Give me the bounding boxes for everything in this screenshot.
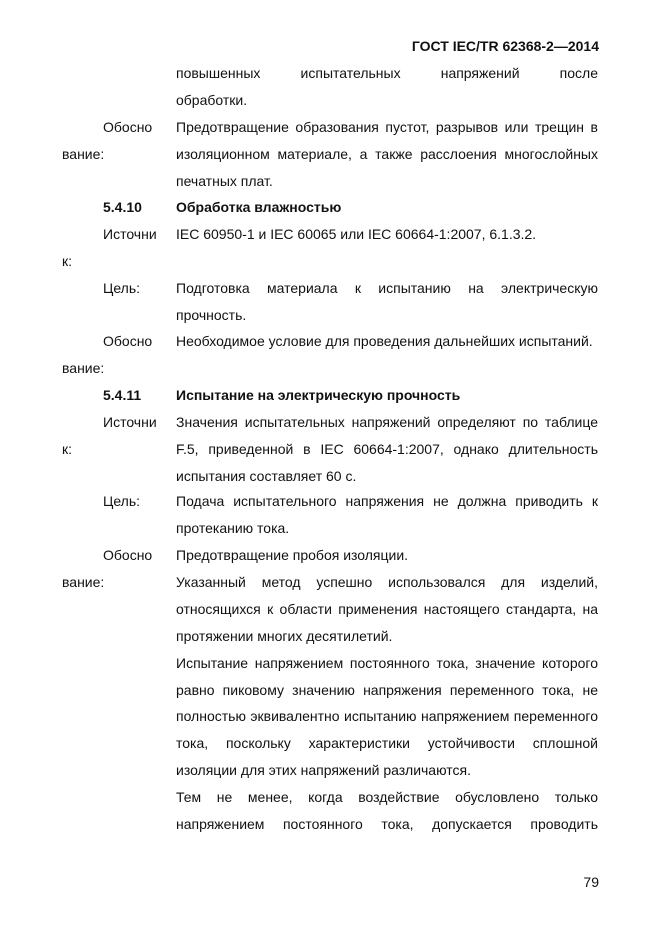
rationale-label [62,542,166,596]
purpose-text: Подача испытательного напряжения не должна приводить к протеканию тока. [176,493,598,536]
rationale-paragraph-3: Испытание напряжением постоянного тока, значение которого равно пиковому значению напряжения переменного тока, не полностью эквивалентно испытанию напряжением переменного тока, поскольку характеристики устойчивости сплошной изоляции для этих напряжений различаются. [176,654,598,779]
source-text: Значения испытательных напряжений определяют по таблице F.5, приведенной в IEC 60664-1:2007, однако длительность испытания составляет 60 с. [176,414,598,484]
purpose-label: Цель: [103,493,141,509]
rationale-label-part2: вание: [62,573,105,590]
rationale-paragraph-4: Тем не менее, когда воздействие обусловлено только напряжением постоянного тока, допускается проводить [176,789,598,833]
continuation-text [176,60,598,114]
rationale-label-part1: Обосно [103,547,153,563]
rationale-label [62,114,166,168]
rationale-text [176,542,598,838]
purpose-label: Цель: [103,280,141,296]
rationale-paragraph-1: Предотвращение пробоя изоляции. [176,547,409,563]
continuation-line-2: обработки. [176,91,248,108]
rationale-paragraph-2: Указанный метод успешно использовался для изделий, относящихся к области применения настоящего стандарта, на протяжении многих десятилетий. [176,573,598,644]
page-number: 79 [583,874,599,890]
source-label-part2: к: [62,252,73,269]
rationale-label-part1: Обосно [103,119,153,135]
source-label [62,221,166,275]
section-number: 5.4.11 [103,387,142,403]
rationale-label-part2: вание: [62,145,105,162]
section-title: Обработка влажностью [176,199,342,215]
continuation-line-1: повышенных испытательных напряжений после [176,65,598,81]
source-label-part2: к: [62,440,73,457]
rationale-text: Необходимое условие для проведения дальнейших испытаний. [176,333,593,349]
source-label [62,409,166,463]
rationale-label-part1: Обосно [103,333,153,349]
source-text: IEC 60950-1 и IEC 60065 или IEC 60664-1:2007, 6.1.3.2. [176,226,537,242]
source-label-part1: Источни [103,226,157,242]
section-number: 5.4.10 [103,199,142,215]
rationale-text: Предотвращение образования пустот, разрывов или трещин в изоляционном материале, а также расслоения многослойных печатных плат. [176,119,598,189]
purpose-text: Подготовка материала к испытанию на электрическую прочность. [176,280,598,323]
document-header: ГОСТ IEC/TR 62368-2—2014 [411,38,599,54]
source-label-part1: Источни [103,414,157,430]
rationale-label-part2: вание: [62,359,105,376]
rationale-label [62,328,166,382]
section-title: Испытание на электрическую прочность [176,387,461,403]
